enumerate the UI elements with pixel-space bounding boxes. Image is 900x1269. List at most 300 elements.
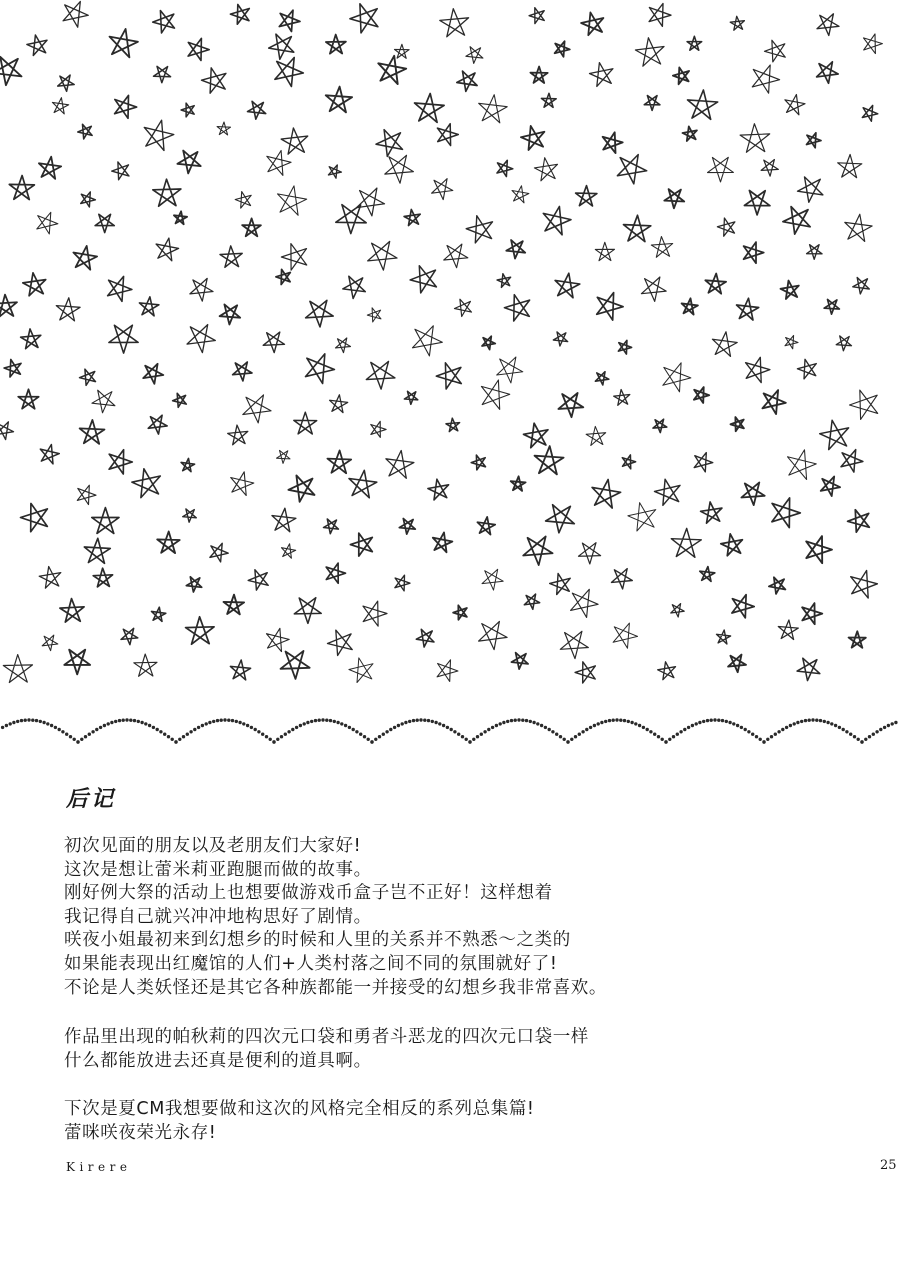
star-icon xyxy=(242,218,261,236)
star-icon xyxy=(529,8,544,24)
star-icon xyxy=(350,4,378,33)
star-icon xyxy=(395,44,410,58)
star-icon xyxy=(279,10,300,31)
border-dot xyxy=(480,733,483,736)
border-dot xyxy=(695,722,698,725)
border-dot xyxy=(178,738,181,741)
star-icon xyxy=(466,216,492,243)
star-icon xyxy=(230,5,249,25)
border-dot xyxy=(163,733,166,736)
star-icon xyxy=(663,363,691,392)
border-dot xyxy=(84,735,87,738)
star-icon xyxy=(432,179,453,200)
border-dot xyxy=(608,719,611,722)
border-dot xyxy=(875,730,878,733)
star-icon xyxy=(785,95,805,115)
star-icon xyxy=(21,503,48,531)
border-dot xyxy=(853,735,856,738)
text-line: 这次是想让蕾米莉亚跑腿而做的故事。 xyxy=(64,859,372,880)
border-dot xyxy=(434,721,437,724)
border-dot xyxy=(495,724,498,727)
border-dot xyxy=(721,719,724,722)
border-dot xyxy=(193,728,196,731)
star-icon xyxy=(108,276,132,301)
border-dot xyxy=(502,721,505,724)
border-dot xyxy=(506,720,509,723)
border-dot xyxy=(216,719,219,722)
star-icon xyxy=(269,34,294,59)
border-dot xyxy=(137,720,140,723)
star-icon xyxy=(558,393,583,417)
border-dot xyxy=(713,718,716,721)
star-icon xyxy=(115,95,137,118)
border-dot xyxy=(389,728,392,731)
star-icon xyxy=(708,157,734,182)
star-icon xyxy=(357,188,385,216)
star-icon xyxy=(37,212,58,234)
border-dot xyxy=(310,720,313,723)
star-icon xyxy=(658,662,676,680)
star-icon xyxy=(376,130,403,157)
border-dot xyxy=(785,726,788,729)
star-icon xyxy=(838,155,862,178)
border-dot xyxy=(800,720,803,723)
star-icon xyxy=(586,426,606,445)
star-icon xyxy=(92,390,115,413)
border-dot xyxy=(450,728,453,731)
star-icon xyxy=(281,244,306,271)
star-icon xyxy=(848,510,870,533)
star-icon xyxy=(622,455,635,469)
border-dot xyxy=(849,733,852,736)
star-icon xyxy=(437,124,458,146)
text-line: 如果能表现出红魔馆的人们+人类村落之间不同的氛围就好了! xyxy=(64,953,558,974)
border-dot xyxy=(468,740,471,743)
border-dot xyxy=(401,722,404,725)
star-icon xyxy=(281,651,310,679)
star-icon xyxy=(42,635,58,651)
border-dot xyxy=(156,728,159,731)
border-dot xyxy=(291,728,294,731)
border-dot xyxy=(514,719,517,722)
border-dot xyxy=(208,721,211,724)
border-dot xyxy=(31,719,34,722)
border-dot xyxy=(212,720,215,723)
border-dot xyxy=(148,724,151,727)
border-dot xyxy=(472,738,475,741)
border-dot xyxy=(73,738,76,741)
star-icon xyxy=(294,412,317,434)
border-dot xyxy=(574,735,577,738)
star-icon xyxy=(306,300,334,327)
star-icon xyxy=(728,655,746,673)
star-icon xyxy=(433,532,453,552)
border-dot xyxy=(370,740,373,743)
border-dot xyxy=(284,733,287,736)
star-icon xyxy=(592,480,621,509)
star-icon xyxy=(368,241,397,270)
star-icon xyxy=(92,508,119,534)
star-icon xyxy=(613,623,637,648)
star-icon xyxy=(328,165,341,178)
border-dot xyxy=(781,728,784,731)
star-icon xyxy=(80,420,105,444)
border-dot xyxy=(845,730,848,733)
star-icon xyxy=(186,617,215,644)
star-icon xyxy=(797,658,820,680)
border-dot xyxy=(777,730,780,733)
border-dot xyxy=(231,719,234,722)
border-dot xyxy=(747,730,750,733)
border-dot xyxy=(42,721,45,724)
star-icon xyxy=(575,662,595,683)
star-icon xyxy=(327,450,351,473)
border-dot xyxy=(355,730,358,733)
star-icon xyxy=(655,479,681,505)
star-icon xyxy=(278,186,307,215)
border-dot xyxy=(295,726,298,729)
star-icon xyxy=(853,278,870,294)
star-icon xyxy=(497,357,523,383)
border-dot xyxy=(672,735,675,738)
star-icon xyxy=(841,450,863,473)
border-dot xyxy=(412,719,415,722)
border-dot xyxy=(868,735,871,738)
star-icon xyxy=(444,244,468,268)
star-icon xyxy=(543,207,571,235)
border-dot xyxy=(811,718,814,721)
star-icon xyxy=(802,603,822,624)
star-icon xyxy=(153,11,175,34)
star-icon xyxy=(560,631,588,658)
star-icon xyxy=(73,246,97,270)
star-icon xyxy=(18,389,39,409)
star-icon xyxy=(263,332,284,353)
border-dot xyxy=(382,733,385,736)
star-icon xyxy=(497,160,513,176)
star-icon xyxy=(77,485,96,504)
star-icon xyxy=(52,98,68,114)
star-icon xyxy=(555,41,570,57)
border-dot xyxy=(476,735,479,738)
star-icon xyxy=(186,577,201,592)
border-dot xyxy=(167,735,170,738)
star-icon xyxy=(326,35,346,54)
border-dot xyxy=(427,719,430,722)
border-dot xyxy=(842,728,845,731)
border-dot xyxy=(770,735,773,738)
star-icon xyxy=(614,390,630,406)
border-dot xyxy=(24,719,27,722)
star-icon xyxy=(762,390,785,414)
border-dot xyxy=(61,730,64,733)
border-dot xyxy=(318,719,321,722)
star-icon xyxy=(682,298,698,314)
border-dot xyxy=(600,721,603,724)
border-dot xyxy=(544,726,547,729)
star-icon xyxy=(143,364,163,384)
star-icon xyxy=(220,246,242,267)
border-dot xyxy=(891,722,894,725)
star-icon xyxy=(281,128,308,154)
star-icon xyxy=(173,393,187,407)
border-dot xyxy=(883,726,886,729)
star-icon xyxy=(385,155,414,183)
border-dot xyxy=(728,721,731,724)
star-icon xyxy=(705,274,726,294)
border-dot xyxy=(630,721,633,724)
star-icon xyxy=(471,455,485,470)
star-icon xyxy=(275,58,303,87)
text-line: 什么都能放进去还真是便利的道具啊。 xyxy=(64,1050,372,1071)
border-dot xyxy=(487,728,490,731)
star-icon xyxy=(109,450,132,474)
border-dot xyxy=(246,724,249,727)
star-icon xyxy=(157,532,180,554)
border-dot xyxy=(50,724,53,727)
star-icon xyxy=(410,266,436,293)
star-icon xyxy=(740,124,770,153)
star-icon xyxy=(701,502,722,523)
star-icon xyxy=(0,295,17,317)
border-dot xyxy=(793,722,796,725)
border-dot xyxy=(762,740,765,743)
star-icon xyxy=(511,653,528,670)
star-icon xyxy=(521,126,545,150)
star-icon xyxy=(220,304,241,324)
border-dot xyxy=(88,733,91,736)
border-dot xyxy=(548,728,551,731)
border-dot xyxy=(834,724,837,727)
star-icon xyxy=(153,179,181,206)
star-icon xyxy=(579,543,601,564)
border-dot xyxy=(12,721,15,724)
star-icon xyxy=(712,332,737,357)
star-icon xyxy=(428,479,449,500)
border-dot xyxy=(171,738,174,741)
star-icon xyxy=(0,57,21,85)
border-dot xyxy=(525,719,528,722)
star-icon xyxy=(181,458,195,471)
border-dot xyxy=(499,722,502,725)
border-dot xyxy=(615,718,618,721)
border-dot xyxy=(197,726,200,729)
text-line: 蕾咪咲夜荣光永存! xyxy=(64,1122,217,1143)
border-dot xyxy=(819,719,822,722)
border-dot xyxy=(879,728,882,731)
star-icon xyxy=(230,660,250,680)
border-dot xyxy=(649,730,652,733)
star-icon xyxy=(386,451,414,479)
border-dot xyxy=(759,738,762,741)
star-icon xyxy=(541,93,556,107)
border-dot xyxy=(679,730,682,733)
border-dot xyxy=(261,733,264,736)
star-icon xyxy=(806,536,832,563)
star-icon xyxy=(233,362,252,381)
border-dot xyxy=(257,730,260,733)
border-dot xyxy=(774,733,777,736)
star-icon xyxy=(190,278,213,301)
border-dot xyxy=(581,730,584,733)
star-icon xyxy=(326,563,345,583)
border-dot xyxy=(235,720,238,723)
star-icon xyxy=(84,538,110,563)
star-icon xyxy=(217,122,230,135)
border-dot xyxy=(589,726,592,729)
border-dot xyxy=(352,728,355,731)
star-icon xyxy=(210,543,228,562)
star-icon xyxy=(477,517,495,535)
star-icon xyxy=(752,65,779,93)
star-icon xyxy=(93,568,112,587)
border-dot xyxy=(457,733,460,736)
border-dot xyxy=(815,719,818,722)
border-dot xyxy=(860,740,863,743)
star-icon xyxy=(23,273,46,296)
star-icon xyxy=(328,630,353,655)
border-dot xyxy=(189,730,192,733)
star-icon xyxy=(288,475,314,501)
star-icon xyxy=(671,604,684,617)
star-icon xyxy=(294,598,321,624)
border-dot xyxy=(254,728,257,731)
border-dot xyxy=(348,726,351,729)
star-icon xyxy=(110,29,138,58)
border-dot xyxy=(744,728,747,731)
text-line: 作品里出现的帕秋莉的四次元口袋和勇者斗恶龙的四次元口袋一样 xyxy=(64,1027,589,1047)
border-dot xyxy=(529,720,532,723)
border-dot xyxy=(35,719,38,722)
border-dot xyxy=(374,738,377,741)
star-icon xyxy=(482,336,495,349)
star-icon xyxy=(821,477,840,497)
border-dot xyxy=(1,726,4,729)
star-icon xyxy=(788,450,817,480)
star-icon xyxy=(378,56,406,84)
border-dot xyxy=(140,721,143,724)
star-icon xyxy=(617,155,646,184)
star-icon xyxy=(479,621,508,649)
star-icon xyxy=(649,4,671,27)
star-icon xyxy=(717,218,735,236)
border-dot xyxy=(627,720,630,723)
star-icon xyxy=(112,162,129,180)
border-dot xyxy=(152,726,155,729)
star-icon xyxy=(330,395,348,413)
star-icon xyxy=(367,308,381,322)
border-dot xyxy=(894,721,897,724)
border-dot xyxy=(551,730,554,733)
border-dot xyxy=(563,738,566,741)
border-dot xyxy=(299,724,302,727)
border-dot xyxy=(65,733,68,736)
border-dot xyxy=(242,722,245,725)
star-icon xyxy=(343,276,366,298)
border-dot xyxy=(27,718,30,721)
star-icon xyxy=(595,372,608,385)
star-icon xyxy=(177,151,200,174)
star-icon xyxy=(248,101,266,119)
star-icon xyxy=(139,297,159,316)
star-icon xyxy=(324,519,339,534)
star-icon xyxy=(746,357,770,382)
star-icon xyxy=(446,418,460,431)
star-icon xyxy=(798,177,823,202)
border-dot xyxy=(227,719,230,722)
star-icon xyxy=(202,68,226,93)
star-icon xyxy=(730,16,744,30)
star-icon xyxy=(571,589,599,617)
star-icon xyxy=(700,567,715,582)
border-dot xyxy=(536,722,539,725)
afterword-heading: 后记 xyxy=(66,787,117,812)
border-dot xyxy=(205,722,208,725)
star-icon xyxy=(851,571,878,599)
border-dot xyxy=(623,719,626,722)
border-dot xyxy=(91,730,94,733)
border-dot xyxy=(363,735,366,738)
border-dot xyxy=(838,726,841,729)
border-dot xyxy=(438,722,441,725)
star-icon xyxy=(366,361,395,389)
border-dot xyxy=(306,721,309,724)
star-icon xyxy=(555,273,580,298)
star-icon xyxy=(64,650,90,675)
star-icon xyxy=(95,214,114,232)
border-dot xyxy=(823,720,826,723)
star-icon xyxy=(644,96,660,111)
border-dot xyxy=(465,738,468,741)
border-dot xyxy=(661,738,664,741)
border-dot xyxy=(201,724,204,727)
star-icon xyxy=(134,654,157,676)
border-dot xyxy=(446,726,449,729)
star-icon xyxy=(817,62,839,84)
text-line: 不论是人类妖怪还是其它各种族都能一并接受的幻想乡我非常喜欢。 xyxy=(64,977,607,998)
border-dot xyxy=(638,724,641,727)
star-icon xyxy=(673,68,689,85)
border-dot xyxy=(597,722,600,725)
border-dot xyxy=(570,738,573,741)
border-dot xyxy=(9,722,12,725)
star-icon xyxy=(78,124,92,139)
border-dot xyxy=(336,721,339,724)
border-dot xyxy=(702,720,705,723)
star-icon xyxy=(546,505,575,533)
star-icon xyxy=(635,38,664,66)
border-dot xyxy=(272,740,275,743)
border-dot xyxy=(325,719,328,722)
text-line: 咲夜小姐最初来到幻想乡的时候和人里的关系并不熟悉～之类的 xyxy=(64,930,571,951)
border-dot xyxy=(103,724,106,727)
star-icon xyxy=(56,298,80,321)
star-icon xyxy=(243,395,271,423)
star-icon xyxy=(511,476,526,491)
border-dot xyxy=(80,738,83,741)
star-icon xyxy=(363,601,387,626)
star-icon xyxy=(399,519,415,535)
star-icon xyxy=(21,329,41,349)
border-dot xyxy=(698,721,701,724)
star-icon xyxy=(231,472,254,496)
star-icon xyxy=(350,533,372,556)
star-icon xyxy=(694,387,709,403)
star-icon xyxy=(687,36,702,50)
border-dot xyxy=(276,738,279,741)
star-icon xyxy=(836,336,851,351)
border-dot xyxy=(159,730,162,733)
